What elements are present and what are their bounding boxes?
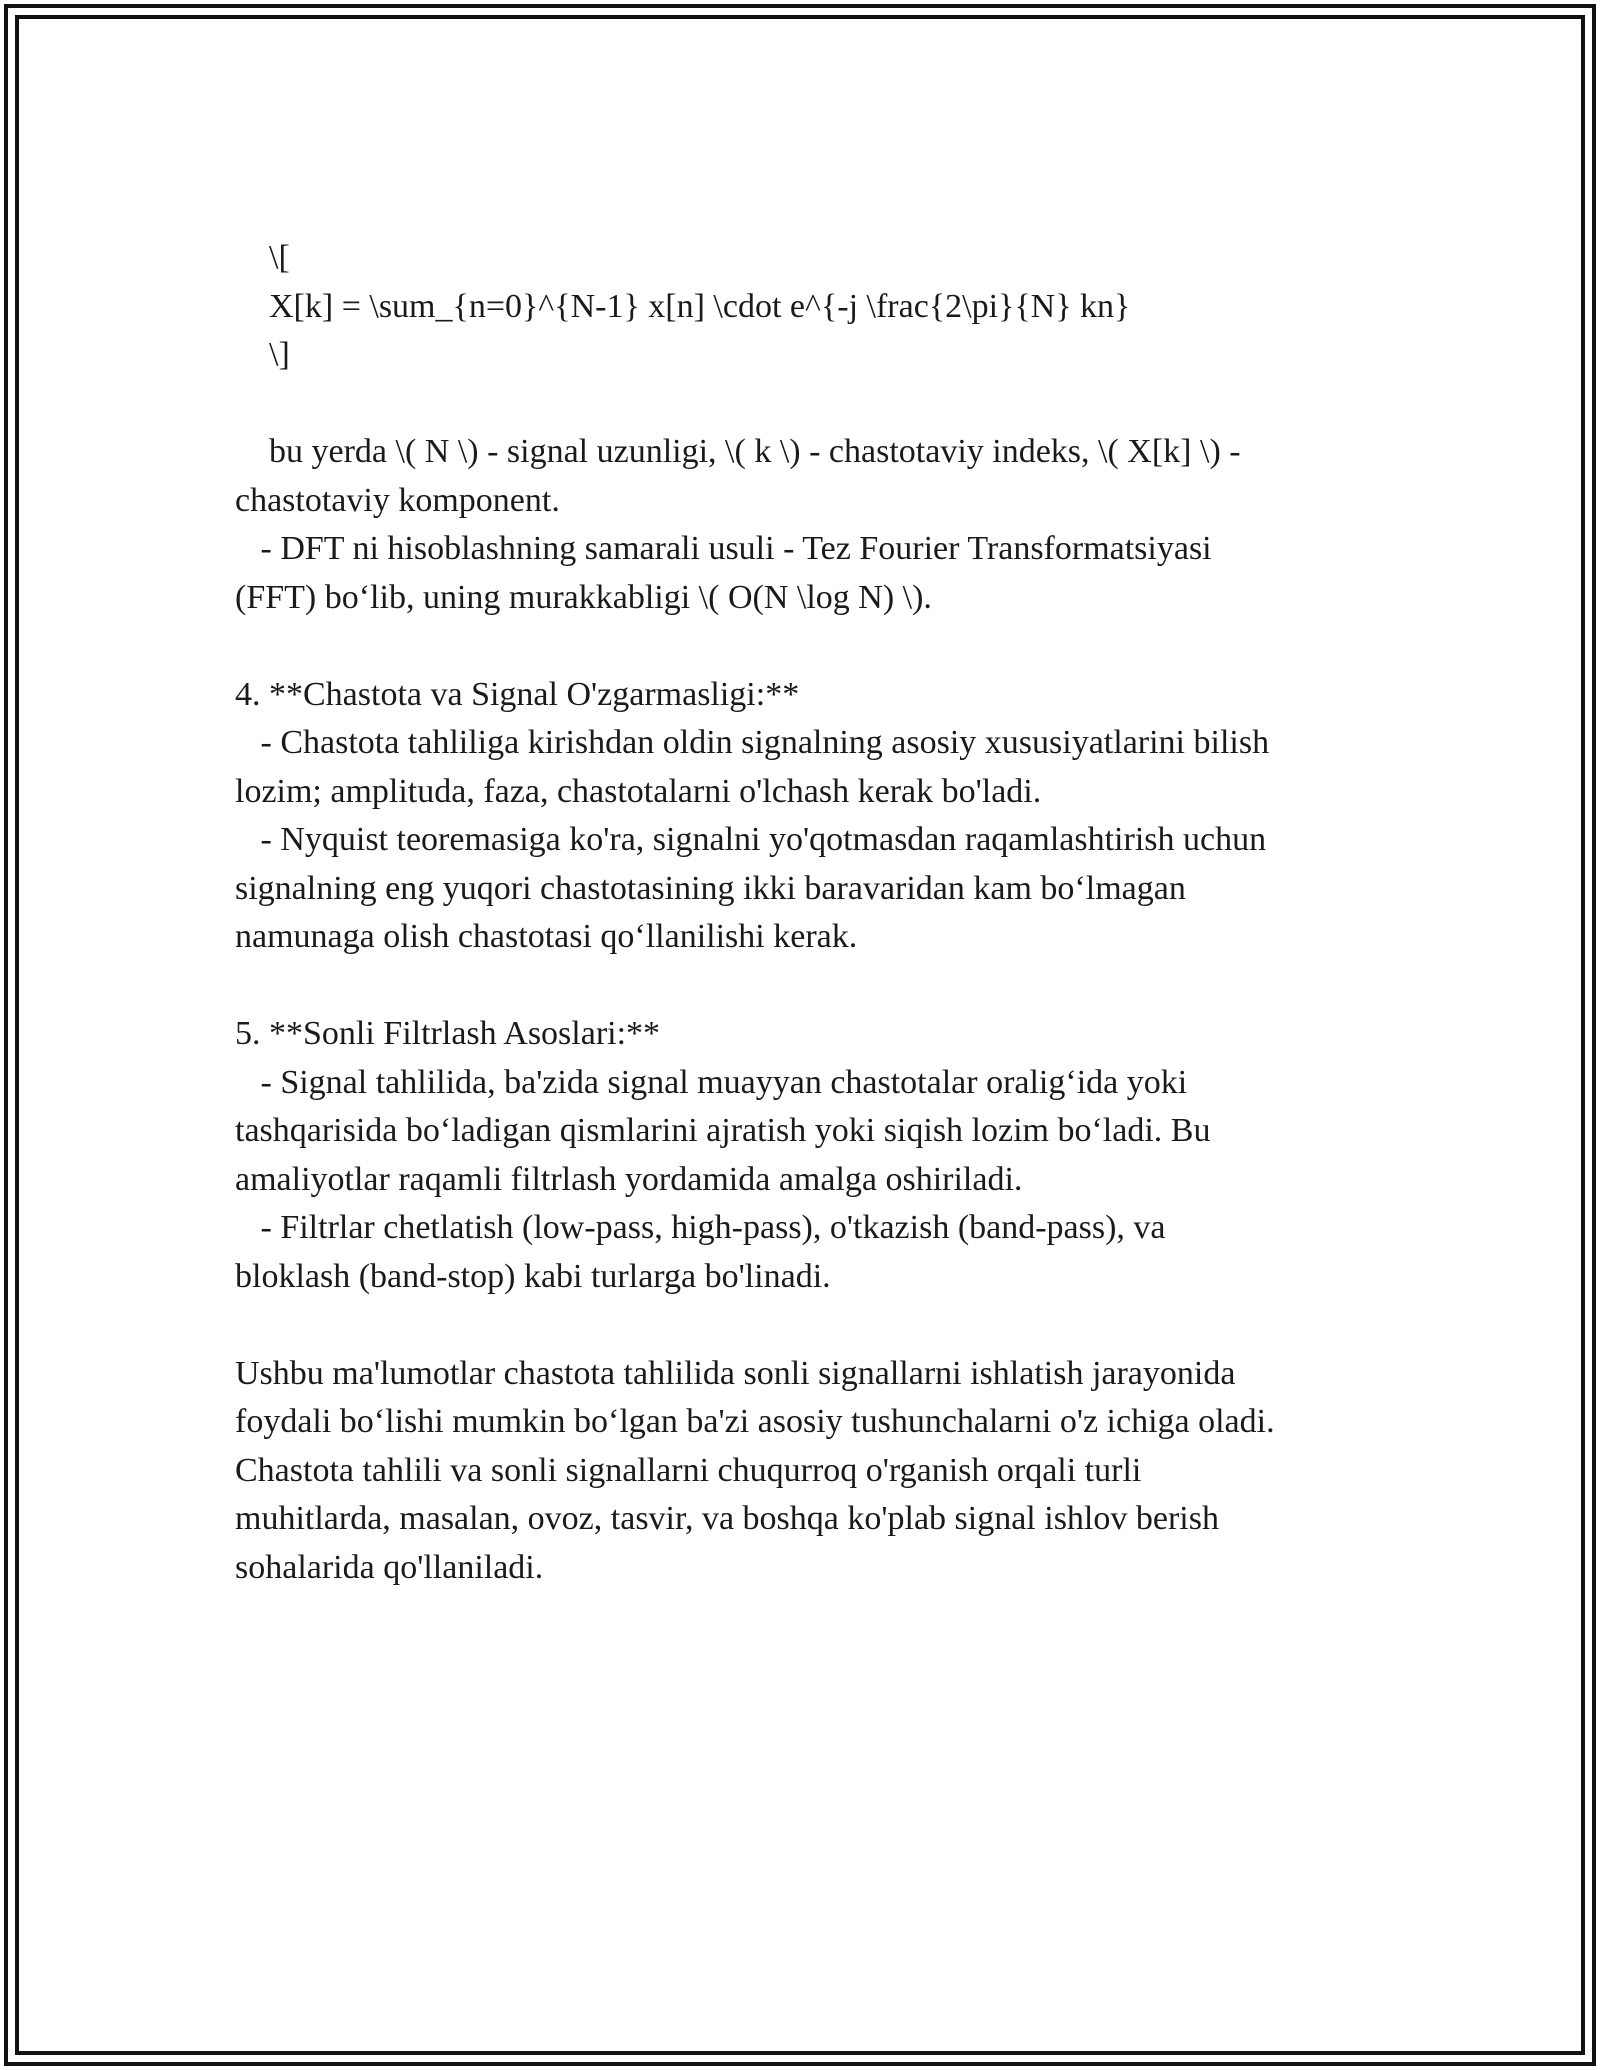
dft-formula-block [235,234,1375,380]
text-line: sohalarida qo'llaniladi. [235,1548,544,1586]
section-4 [235,671,1375,962]
document-body [235,234,1375,1592]
text-line: foydali bo‘lishi mumkin bo‘lgan ba'zi asosiy tushunchalarni o'z ichiga oladi. [235,1403,1275,1440]
text-line: namunaga olish chastotasi qo‘llanilishi kerak. [235,918,858,955]
section-5 [235,1010,1375,1301]
spacer [235,622,1375,671]
text-line: tashqarisida bo‘ladigan qismlarini ajratish yoki siqish lozim bo‘ladi. Bu [235,1112,1211,1149]
formula-line: X[k] = \sum_{n=0}^{N-1} x[n] \cdot e^{-j \frac{2\pi}{N} kn} [235,287,1131,325]
text-line: - Signal tahlilida, ba'zida signal muayyan chastotalar oralig‘ida yoki [235,1063,1188,1101]
text-line: muhitlarda, masalan, ovoz, tasvir, va boshqa ko'plab signal ishlov berish [235,1500,1219,1537]
spacer [235,962,1375,1011]
formula-open-line: \[ [235,239,290,276]
text-line: (FFT) bo‘lib, uning murakkabligi \( O(N \log N) \). [235,578,932,616]
formula-close-line: \] [235,336,290,373]
text-line: bloklash (band-stop) kabi turlarga bo'linadi. [235,1257,831,1295]
text-line: - Nyquist teoremasiga ko'ra, signalni yo'qotmasdan raqamlashtirish uchun [235,821,1267,858]
conclusion-paragraph [235,1350,1375,1593]
section-heading: 5. **Sonli Filtrlash Asoslari:** [235,1015,661,1052]
formula-explanation [235,428,1375,622]
text-line: Ushbu ma'lumotlar chastota tahlilida sonli signallarni ishlatish jarayonida [235,1354,1236,1392]
text-line: lozim; amplituda, faza, chastotalarni o'lchash kerak bo'ladi. [235,772,1042,810]
text-line: amaliyotlar raqamli filtrlash yordamida amalga oshiriladi. [235,1160,1023,1198]
spacer [235,380,1375,429]
text-line: bu yerda \( N \) - signal uzunligi, \( k \) - chastotaviy indeks, \( X[k] \) - [235,433,1241,470]
text-line: chastotaviy komponent. [235,481,560,519]
spacer [235,1301,1375,1350]
section-heading: 4. **Chastota va Signal O'zgarmasligi:** [235,675,800,713]
text-line: - Chastota tahliliga kirishdan oldin signalning asosiy xususiyatlarini bilish [235,724,1270,761]
text-line: - Filtrlar chetlatish (low-pass, high-pass), o'tkazish (band-pass), va [235,1209,1166,1246]
text-line: Chastota tahlili va sonli signallarni chuqurroq o'rganish orqali turli [235,1451,1142,1489]
text-line: - DFT ni hisoblashning samarali usuli - Tez Fourier Transformatsiyasi [235,530,1212,567]
text-line: signalning eng yuqori chastotasining ikki baravaridan kam bo‘lmagan [235,869,1186,907]
